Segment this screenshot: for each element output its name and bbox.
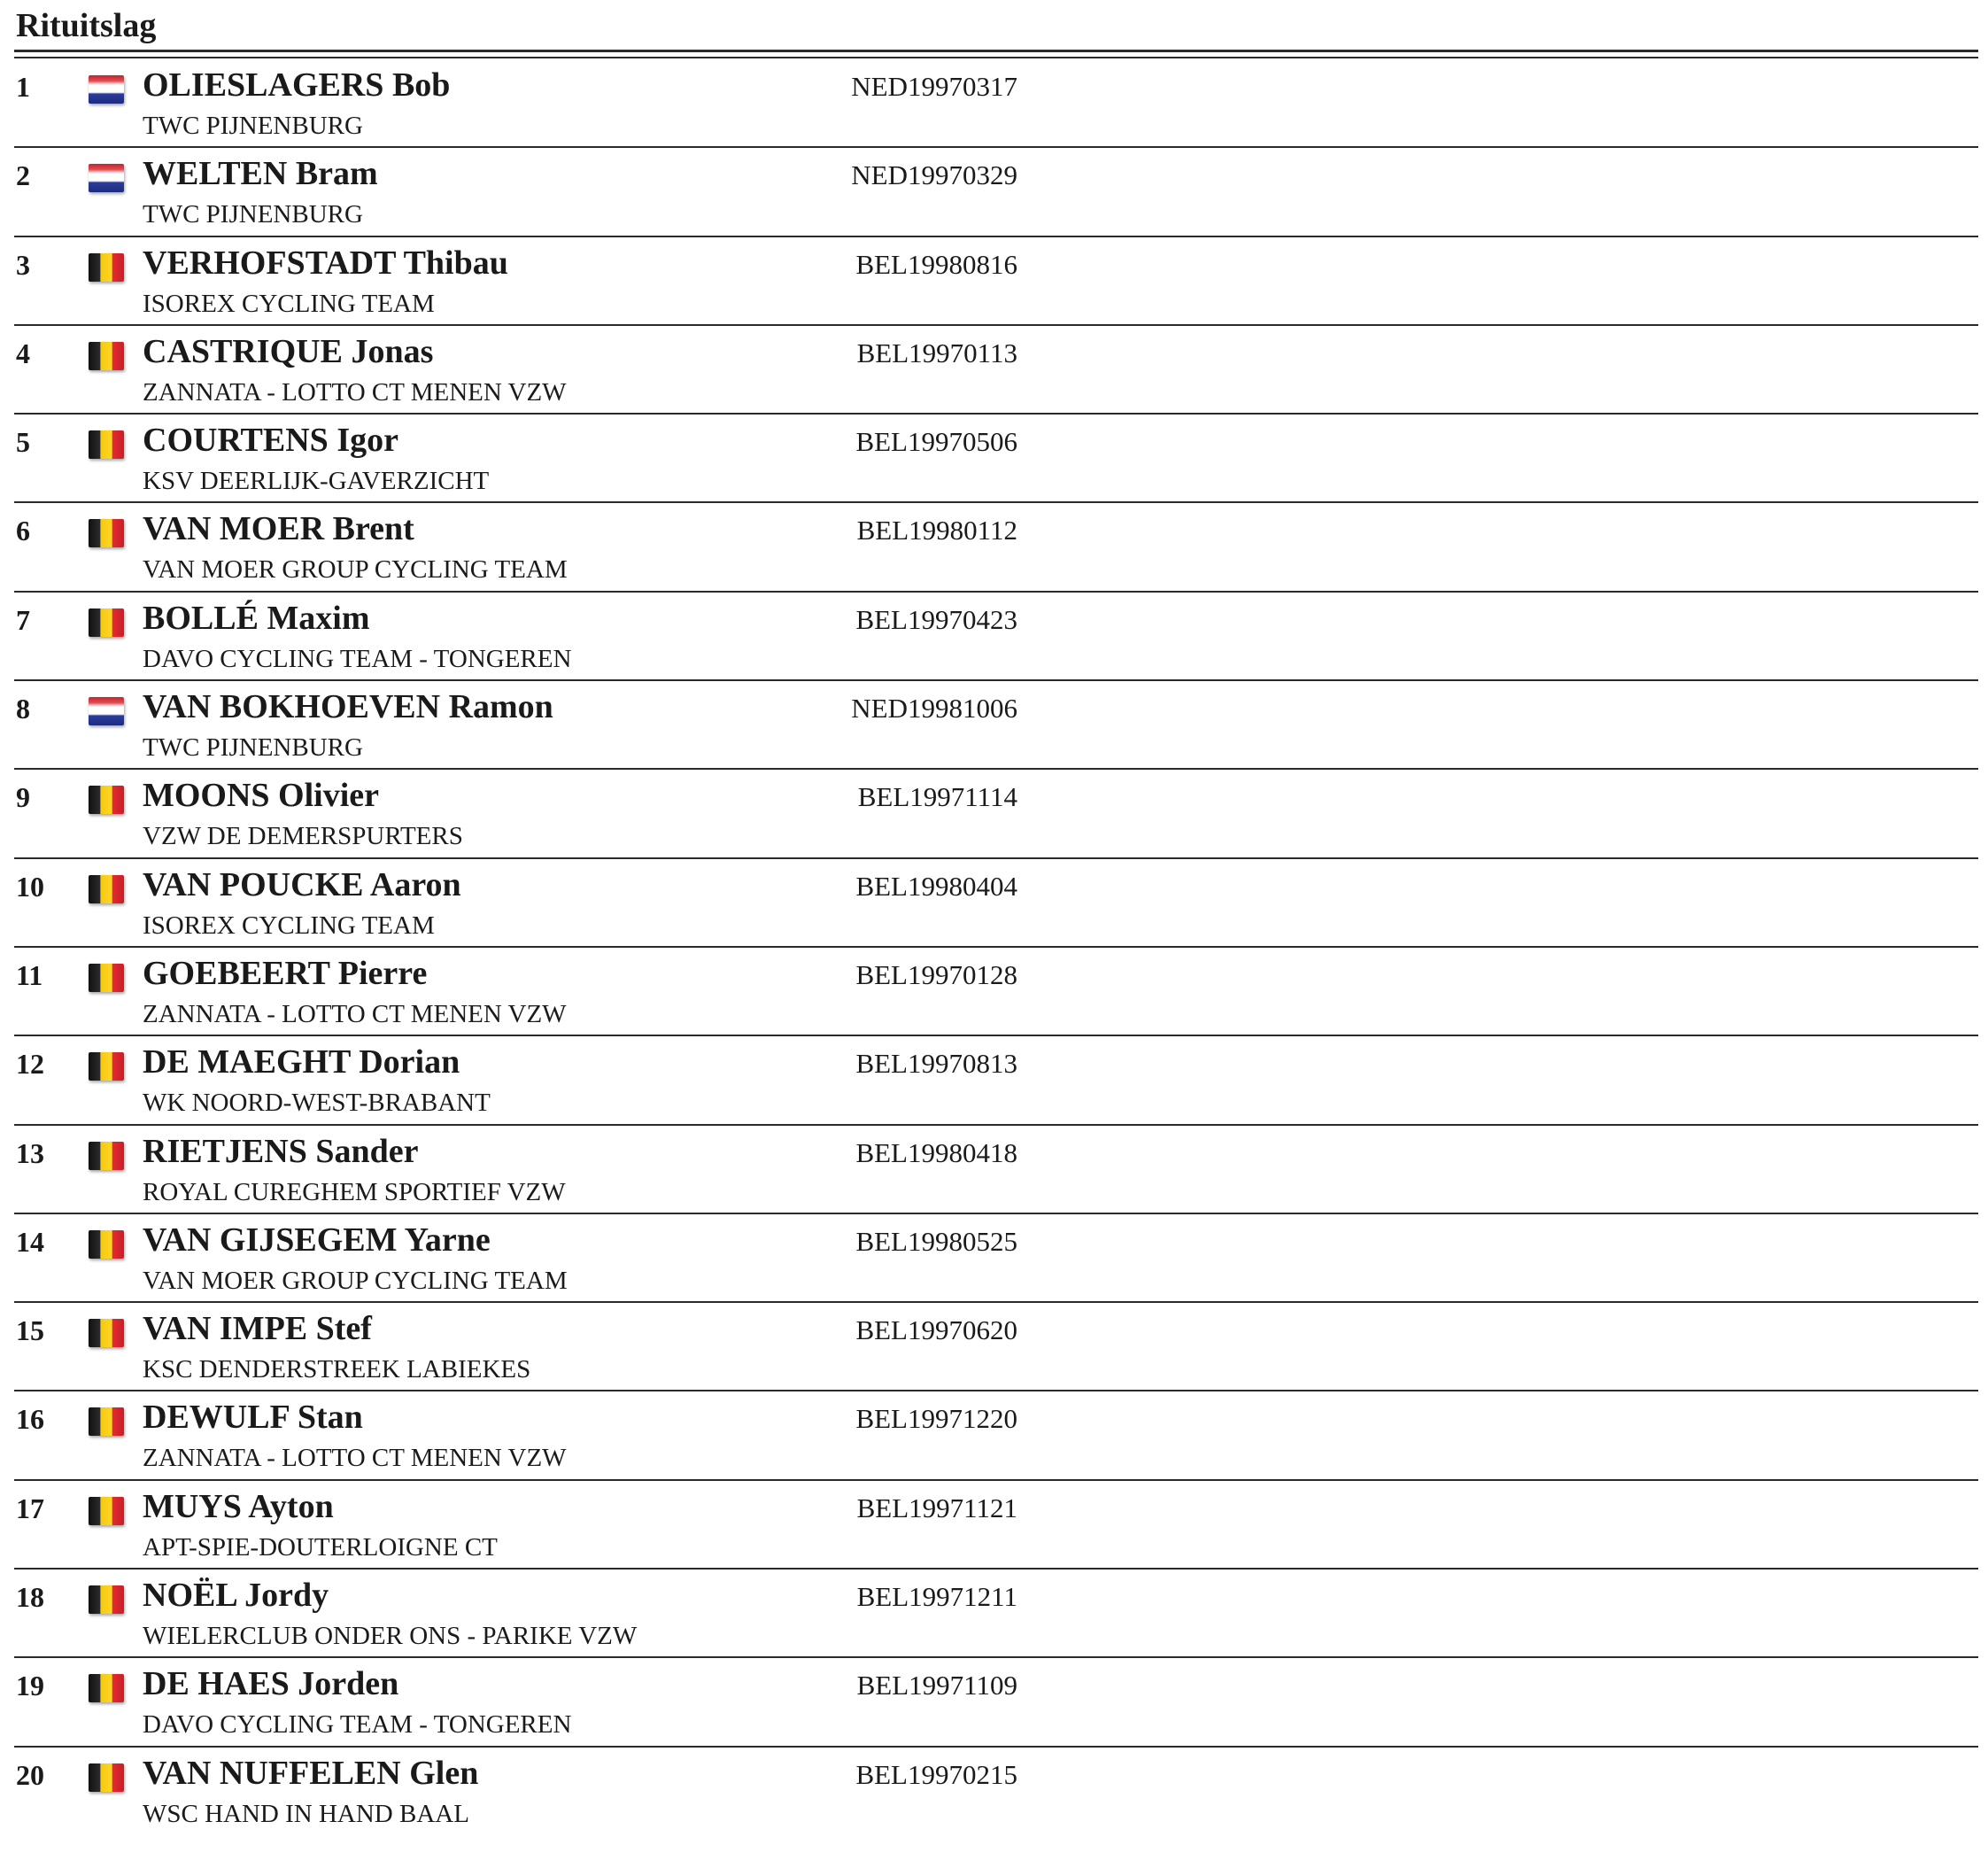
rank-number: 13 [16,1136,44,1169]
rider-code: BEL19980404 [855,870,1017,902]
team-name: VZW DE DEMERSPURTERS [143,822,463,851]
team-name: TWC PIJNENBURG [143,733,363,763]
team-name: WK NOORD-WEST-BRABANT [143,1089,491,1118]
result-row [14,948,1978,1036]
team-name: WIELERCLUB ONDER ONS - PARIKE VZW [143,1622,638,1651]
team-name: ISOREX CYCLING TEAM [143,911,435,940]
result-row [14,681,1978,770]
rider-code: NED19970317 [851,71,1017,102]
rank-number: 7 [16,603,30,636]
rider-code: BEL19970423 [855,603,1017,635]
team-name: WSC HAND IN HAND BAAL [143,1799,469,1828]
rider-name: VERHOFSTADT Thibau [143,244,508,282]
belgium-flag-icon [89,430,124,459]
rank-number: 2 [16,159,30,192]
page-title: Rituitslag [16,7,157,44]
belgium-flag-icon [89,1142,124,1170]
belgium-flag-icon [89,875,124,903]
rider-name: VAN IMPE Stef [143,1310,372,1348]
result-row [14,1303,1978,1391]
rider-name: GOEBEERT Pierre [143,954,428,992]
rider-code: BEL19970813 [855,1048,1017,1080]
rider-name: NOËL Jordy [143,1577,329,1615]
belgium-flag-icon [89,1763,124,1792]
rider-name: VAN POUCKE Aaron [143,865,461,903]
result-row [14,1126,1978,1214]
result-row [14,59,1978,148]
result-row [14,148,1978,236]
result-row [14,1570,1978,1658]
rider-name: VAN GIJSEGEM Yarne [143,1221,491,1259]
result-row [14,593,1978,681]
rank-number: 19 [16,1670,44,1702]
rider-code: BEL19970620 [855,1314,1017,1346]
rider-name: VAN NUFFELEN Glen [143,1754,479,1792]
result-row [14,770,1978,858]
belgium-flag-icon [89,964,124,992]
rank-number: 9 [16,781,30,814]
rank-number: 5 [16,426,30,459]
team-name: VAN MOER GROUP CYCLING TEAM [143,555,568,585]
belgium-flag-icon [89,1319,124,1347]
belgium-flag-icon [89,786,124,814]
team-name: ZANNATA - LOTTO CT MENEN VZW [143,377,567,407]
team-name: ISOREX CYCLING TEAM [143,289,435,318]
team-name: ROYAL CUREGHEM SPORTIEF VZW [143,1177,566,1206]
belgium-flag-icon [89,1407,124,1436]
belgium-flag-icon [89,1585,124,1614]
rider-code: BEL19971211 [856,1581,1017,1613]
rank-number: 18 [16,1581,44,1614]
result-row [14,326,1978,415]
rider-name: OLIESLAGERS Bob [143,66,451,104]
rider-code: BEL19970506 [855,426,1017,458]
result-row [14,503,1978,592]
rider-code: BEL19970215 [855,1758,1017,1790]
rider-name: VAN MOER Brent [143,510,414,548]
rider-name: VAN BOKHOEVEN Ramon [143,688,553,726]
rank-number: 4 [16,337,30,369]
rider-name: BOLLÉ Maxim [143,599,370,637]
team-name: APT-SPIE-DOUTERLOIGNE CT [143,1532,498,1562]
rider-code: BEL19980418 [855,1136,1017,1168]
rider-name: CASTRIQUE Jonas [143,332,434,370]
rank-number: 20 [16,1758,44,1791]
results-list [14,59,1978,1836]
rider-code: NED19981006 [851,693,1017,725]
team-name: KSC DENDERSTREEK LABIEKES [143,1355,531,1384]
rank-number: 6 [16,515,30,547]
team-name: TWC PIJNENBURG [143,200,363,229]
rider-code: BEL19980112 [856,515,1017,546]
belgium-flag-icon [89,1230,124,1259]
rider-code: BEL19970113 [856,337,1017,368]
result-row [14,1214,1978,1303]
belgium-flag-icon [89,253,124,282]
rank-number: 10 [16,870,44,903]
rank-number: 12 [16,1048,44,1081]
rider-code: BEL19971220 [855,1403,1017,1435]
rider-name: COURTENS Igor [143,422,398,460]
netherlands-flag-icon [89,697,124,725]
team-name: TWC PIJNENBURG [143,112,363,140]
rank-number: 11 [16,958,43,991]
belgium-flag-icon [89,519,124,547]
belgium-flag-icon [89,1674,124,1702]
result-row [14,415,1978,503]
rider-code: BEL19970128 [855,958,1017,990]
rank-number: 14 [16,1225,44,1258]
rider-name: MUYS Ayton [143,1487,334,1525]
result-row [14,1748,1978,1836]
rider-code: NED19970329 [851,159,1017,191]
belgium-flag-icon [89,342,124,370]
team-name: ZANNATA - LOTTO CT MENEN VZW [143,1444,567,1473]
rank-number: 16 [16,1403,44,1436]
team-name: DAVO CYCLING TEAM - TONGEREN [143,644,572,673]
team-name: VAN MOER GROUP CYCLING TEAM [143,1266,568,1295]
belgium-flag-icon [89,1497,124,1525]
netherlands-flag-icon [89,164,124,192]
rider-name: DEWULF Stan [143,1399,363,1437]
belgium-flag-icon [89,608,124,637]
belgium-flag-icon [89,1052,124,1081]
team-name: DAVO CYCLING TEAM - TONGEREN [143,1710,572,1740]
team-name: KSV DEERLIJK-GAVERZICHT [143,467,490,496]
team-name: ZANNATA - LOTTO CT MENEN VZW [143,999,567,1028]
rider-code: BEL19971121 [856,1492,1017,1523]
result-row [14,237,1978,326]
header-divider [14,50,1978,52]
rank-number: 3 [16,248,30,281]
header-divider-secondary [14,57,1978,58]
result-row [14,859,1978,948]
rank-number: 1 [16,71,30,103]
rider-name: DE HAES Jorden [143,1665,399,1703]
result-row [14,1036,1978,1125]
rider-code: BEL19971109 [856,1670,1017,1701]
result-row [14,1658,1978,1747]
rider-code: BEL19980816 [855,248,1017,280]
rider-code: BEL19971114 [857,781,1017,813]
rank-number: 15 [16,1314,44,1347]
result-row [14,1481,1978,1570]
rank-number: 8 [16,693,30,725]
rider-name: RIETJENS Sander [143,1132,419,1170]
rider-name: MOONS Olivier [143,777,380,815]
netherlands-flag-icon [89,75,124,104]
rider-name: DE MAEGHT Dorian [143,1043,460,1081]
result-row [14,1391,1978,1480]
rank-number: 17 [16,1492,44,1524]
rider-name: WELTEN Bram [143,155,378,193]
rider-code: BEL19980525 [855,1225,1017,1257]
